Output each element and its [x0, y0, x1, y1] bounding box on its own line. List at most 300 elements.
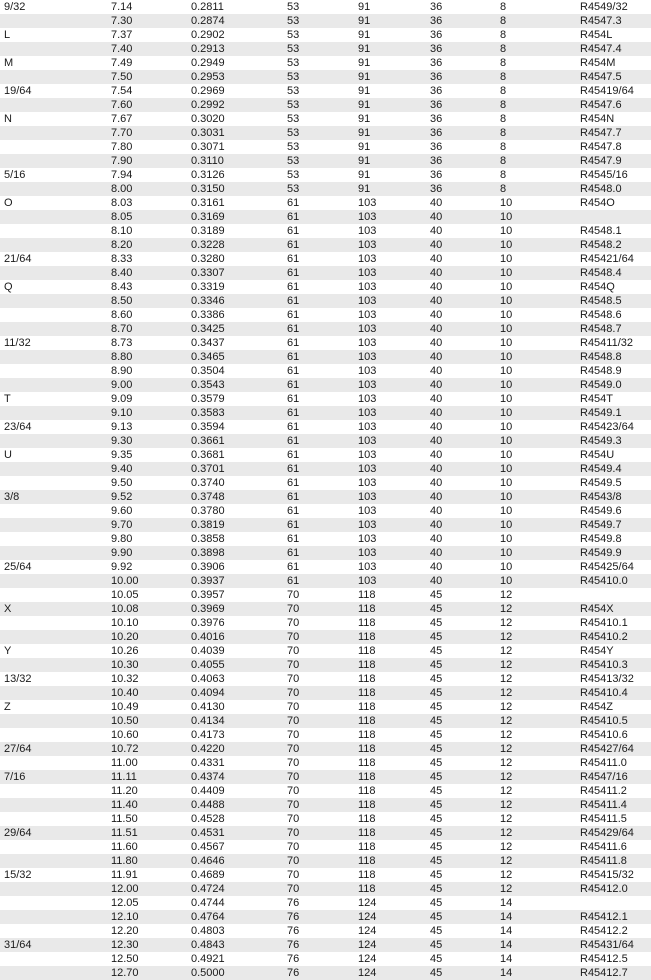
col5-cell: 103 — [354, 560, 426, 574]
col4-cell: 70 — [283, 812, 354, 826]
size-cell — [0, 14, 107, 28]
part-number-cell: R45411.2 — [576, 784, 651, 798]
part-number-cell: R45410.5 — [576, 714, 651, 728]
inch-cell: 0.3319 — [187, 280, 283, 294]
part-number-cell: R45411.6 — [576, 840, 651, 854]
col7-cell: 8 — [496, 84, 576, 98]
table-row — [0, 616, 651, 630]
table-row — [0, 644, 651, 658]
table-row — [0, 728, 651, 742]
part-number-cell: R4547.6 — [576, 98, 651, 112]
inch-cell: 0.3898 — [187, 546, 283, 560]
table-row — [0, 280, 651, 294]
size-cell — [0, 630, 107, 644]
col5-cell: 91 — [354, 154, 426, 168]
inch-cell: 0.3346 — [187, 294, 283, 308]
col5-cell: 91 — [354, 56, 426, 70]
col4-cell: 61 — [283, 546, 354, 560]
mm-cell: 7.40 — [107, 42, 187, 56]
col5-cell: 103 — [354, 280, 426, 294]
mm-cell: 11.50 — [107, 812, 187, 826]
col5-cell: 91 — [354, 182, 426, 196]
part-number-cell: R45431/64 — [576, 938, 651, 952]
col5-cell: 103 — [354, 252, 426, 266]
col7-cell: 10 — [496, 294, 576, 308]
mm-cell: 9.60 — [107, 504, 187, 518]
mm-cell: 8.90 — [107, 364, 187, 378]
table-row — [0, 378, 651, 392]
part-number-cell: R45412.7 — [576, 966, 651, 980]
col6-cell: 36 — [426, 98, 496, 112]
mm-cell: 12.05 — [107, 896, 187, 910]
col4-cell: 70 — [283, 658, 354, 672]
col6-cell: 45 — [426, 588, 496, 602]
col7-cell: 10 — [496, 224, 576, 238]
table-row — [0, 532, 651, 546]
inch-cell: 0.2969 — [187, 84, 283, 98]
col5-cell: 103 — [354, 518, 426, 532]
mm-cell: 10.10 — [107, 616, 187, 630]
col6-cell: 45 — [426, 644, 496, 658]
col5-cell: 103 — [354, 490, 426, 504]
inch-cell: 0.3906 — [187, 560, 283, 574]
col4-cell: 70 — [283, 700, 354, 714]
col6-cell: 45 — [426, 742, 496, 756]
col7-cell: 12 — [496, 658, 576, 672]
col4-cell: 61 — [283, 336, 354, 350]
part-number-cell: R45410.4 — [576, 686, 651, 700]
mm-cell: 8.50 — [107, 294, 187, 308]
col4-cell: 76 — [283, 938, 354, 952]
col7-cell: 10 — [496, 546, 576, 560]
col7-cell: 10 — [496, 392, 576, 406]
inch-cell: 0.4921 — [187, 952, 283, 966]
col4-cell: 76 — [283, 910, 354, 924]
mm-cell: 10.30 — [107, 658, 187, 672]
inch-cell: 0.4843 — [187, 938, 283, 952]
size-cell: O — [0, 196, 107, 210]
col6-cell: 40 — [426, 336, 496, 350]
mm-cell: 8.03 — [107, 196, 187, 210]
inch-cell: 0.4744 — [187, 896, 283, 910]
col5-cell: 91 — [354, 84, 426, 98]
col4-cell: 53 — [283, 84, 354, 98]
size-cell — [0, 546, 107, 560]
part-number-cell — [576, 896, 651, 910]
inch-cell: 0.2992 — [187, 98, 283, 112]
size-cell — [0, 686, 107, 700]
inch-cell: 0.4724 — [187, 882, 283, 896]
col7-cell: 10 — [496, 266, 576, 280]
table-row — [0, 350, 651, 364]
col4-cell: 70 — [283, 686, 354, 700]
inch-cell: 0.3126 — [187, 168, 283, 182]
col5-cell: 91 — [354, 112, 426, 126]
mm-cell: 7.37 — [107, 28, 187, 42]
col7-cell: 10 — [496, 476, 576, 490]
mm-cell: 12.10 — [107, 910, 187, 924]
col7-cell: 14 — [496, 910, 576, 924]
table-row — [0, 588, 651, 602]
table-row — [0, 392, 651, 406]
mm-cell: 8.00 — [107, 182, 187, 196]
col6-cell: 45 — [426, 840, 496, 854]
mm-cell: 10.72 — [107, 742, 187, 756]
col4-cell: 61 — [283, 560, 354, 574]
table-row — [0, 420, 651, 434]
col6-cell: 36 — [426, 14, 496, 28]
mm-cell: 7.90 — [107, 154, 187, 168]
mm-cell: 9.90 — [107, 546, 187, 560]
mm-cell: 7.49 — [107, 56, 187, 70]
col6-cell: 40 — [426, 532, 496, 546]
size-cell — [0, 364, 107, 378]
size-cell: 9/32 — [0, 0, 107, 14]
col4-cell: 53 — [283, 126, 354, 140]
part-number-cell: R45411.4 — [576, 798, 651, 812]
col6-cell: 45 — [426, 756, 496, 770]
col5-cell: 103 — [354, 532, 426, 546]
col6-cell: 40 — [426, 420, 496, 434]
col4-cell: 76 — [283, 952, 354, 966]
inch-cell: 0.4130 — [187, 700, 283, 714]
col4-cell: 76 — [283, 924, 354, 938]
mm-cell: 10.26 — [107, 644, 187, 658]
size-cell: N — [0, 112, 107, 126]
col6-cell: 40 — [426, 238, 496, 252]
col7-cell: 12 — [496, 812, 576, 826]
inch-cell: 0.3543 — [187, 378, 283, 392]
col5-cell: 124 — [354, 938, 426, 952]
col4-cell: 70 — [283, 882, 354, 896]
inch-cell: 0.3748 — [187, 490, 283, 504]
col6-cell: 36 — [426, 56, 496, 70]
part-number-cell: R45423/64 — [576, 420, 651, 434]
inch-cell: 0.4409 — [187, 784, 283, 798]
col6-cell: 36 — [426, 112, 496, 126]
col6-cell: 36 — [426, 154, 496, 168]
table-row — [0, 518, 651, 532]
table-row — [0, 798, 651, 812]
col7-cell: 10 — [496, 574, 576, 588]
size-cell — [0, 476, 107, 490]
col5-cell: 118 — [354, 826, 426, 840]
col6-cell: 40 — [426, 434, 496, 448]
part-number-cell: R454N — [576, 112, 651, 126]
part-number-cell: R45412.0 — [576, 882, 651, 896]
col7-cell: 10 — [496, 378, 576, 392]
col6-cell: 45 — [426, 868, 496, 882]
part-number-cell: R4548.6 — [576, 308, 651, 322]
inch-cell: 0.3031 — [187, 126, 283, 140]
col7-cell: 12 — [496, 602, 576, 616]
col7-cell: 8 — [496, 182, 576, 196]
col4-cell: 61 — [283, 434, 354, 448]
table-row — [0, 238, 651, 252]
col6-cell: 40 — [426, 378, 496, 392]
col4-cell: 70 — [283, 672, 354, 686]
part-number-cell: R4547.4 — [576, 42, 651, 56]
col5-cell: 124 — [354, 896, 426, 910]
mm-cell: 9.92 — [107, 560, 187, 574]
part-number-cell: R454Z — [576, 700, 651, 714]
mm-cell: 8.60 — [107, 308, 187, 322]
part-number-cell: R4549.1 — [576, 406, 651, 420]
col4-cell: 61 — [283, 476, 354, 490]
col6-cell: 45 — [426, 882, 496, 896]
inch-cell: 0.4646 — [187, 854, 283, 868]
col4-cell: 70 — [283, 588, 354, 602]
col5-cell: 103 — [354, 266, 426, 280]
col7-cell: 12 — [496, 630, 576, 644]
col4-cell: 61 — [283, 462, 354, 476]
col4-cell: 61 — [283, 532, 354, 546]
col6-cell: 45 — [426, 812, 496, 826]
table-row — [0, 196, 651, 210]
inch-cell: 0.4764 — [187, 910, 283, 924]
col5-cell: 124 — [354, 910, 426, 924]
col6-cell: 45 — [426, 784, 496, 798]
col5-cell: 103 — [354, 546, 426, 560]
col7-cell: 8 — [496, 70, 576, 84]
col5-cell: 103 — [354, 420, 426, 434]
inch-cell: 0.3957 — [187, 588, 283, 602]
part-number-cell: R4549.7 — [576, 518, 651, 532]
size-cell: 29/64 — [0, 826, 107, 840]
table-row — [0, 924, 651, 938]
part-number-cell: R45412.2 — [576, 924, 651, 938]
table-row — [0, 672, 651, 686]
inch-cell: 0.3280 — [187, 252, 283, 266]
table-row — [0, 630, 651, 644]
size-cell: 3/8 — [0, 490, 107, 504]
mm-cell: 7.14 — [107, 0, 187, 14]
col5-cell: 103 — [354, 406, 426, 420]
size-cell — [0, 518, 107, 532]
inch-cell: 0.4063 — [187, 672, 283, 686]
col7-cell: 12 — [496, 616, 576, 630]
mm-cell: 7.80 — [107, 140, 187, 154]
col5-cell: 103 — [354, 574, 426, 588]
col5-cell: 103 — [354, 392, 426, 406]
mm-cell: 11.80 — [107, 854, 187, 868]
col7-cell: 14 — [496, 966, 576, 980]
part-number-cell: R4549.0 — [576, 378, 651, 392]
part-number-cell: R45410.1 — [576, 616, 651, 630]
size-cell: L — [0, 28, 107, 42]
inch-cell: 0.3969 — [187, 602, 283, 616]
col4-cell: 70 — [283, 630, 354, 644]
col5-cell: 118 — [354, 742, 426, 756]
table-row — [0, 854, 651, 868]
col5-cell: 124 — [354, 952, 426, 966]
col5-cell: 118 — [354, 588, 426, 602]
col6-cell: 36 — [426, 168, 496, 182]
inch-cell: 0.4528 — [187, 812, 283, 826]
col7-cell: 12 — [496, 826, 576, 840]
table-row — [0, 966, 651, 980]
col5-cell: 103 — [354, 336, 426, 350]
col4-cell: 61 — [283, 448, 354, 462]
size-cell — [0, 588, 107, 602]
table-row — [0, 182, 651, 196]
part-number-cell: R454Q — [576, 280, 651, 294]
col4-cell: 61 — [283, 518, 354, 532]
mm-cell: 11.11 — [107, 770, 187, 784]
col4-cell: 61 — [283, 266, 354, 280]
size-cell: 19/64 — [0, 84, 107, 98]
col4-cell: 61 — [283, 238, 354, 252]
col4-cell: 70 — [283, 714, 354, 728]
col5-cell: 118 — [354, 770, 426, 784]
col5-cell: 118 — [354, 630, 426, 644]
table-row — [0, 308, 651, 322]
col7-cell: 8 — [496, 14, 576, 28]
col7-cell: 8 — [496, 168, 576, 182]
table-row — [0, 252, 651, 266]
table-row — [0, 658, 651, 672]
col4-cell: 53 — [283, 98, 354, 112]
col5-cell: 103 — [354, 196, 426, 210]
part-number-cell: R45410.0 — [576, 574, 651, 588]
table-row — [0, 700, 651, 714]
inch-cell: 0.4134 — [187, 714, 283, 728]
col4-cell: 70 — [283, 770, 354, 784]
size-cell: U — [0, 448, 107, 462]
col6-cell: 40 — [426, 322, 496, 336]
col4-cell: 53 — [283, 112, 354, 126]
mm-cell: 9.00 — [107, 378, 187, 392]
size-cell — [0, 224, 107, 238]
size-cell — [0, 574, 107, 588]
col5-cell: 103 — [354, 308, 426, 322]
part-number-cell: R45410.6 — [576, 728, 651, 742]
col4-cell: 70 — [283, 644, 354, 658]
mm-cell: 10.60 — [107, 728, 187, 742]
size-cell: T — [0, 392, 107, 406]
col4-cell: 70 — [283, 616, 354, 630]
size-cell — [0, 294, 107, 308]
size-cell — [0, 210, 107, 224]
table-row — [0, 84, 651, 98]
col6-cell: 40 — [426, 462, 496, 476]
col5-cell: 124 — [354, 966, 426, 980]
inch-cell: 0.3504 — [187, 364, 283, 378]
col7-cell: 8 — [496, 140, 576, 154]
col7-cell: 12 — [496, 672, 576, 686]
col4-cell: 53 — [283, 154, 354, 168]
col5-cell: 91 — [354, 126, 426, 140]
inch-cell: 0.3681 — [187, 448, 283, 462]
part-number-cell: R4548.9 — [576, 364, 651, 378]
part-number-cell: R4548.2 — [576, 238, 651, 252]
part-number-cell: R4547.9 — [576, 154, 651, 168]
table-row — [0, 224, 651, 238]
size-cell: Q — [0, 280, 107, 294]
table-row — [0, 14, 651, 28]
col4-cell: 53 — [283, 168, 354, 182]
col6-cell: 40 — [426, 294, 496, 308]
mm-cell: 8.80 — [107, 350, 187, 364]
part-number-cell: R4547.8 — [576, 140, 651, 154]
table-row — [0, 140, 651, 154]
mm-cell: 10.08 — [107, 602, 187, 616]
size-cell — [0, 238, 107, 252]
col4-cell: 61 — [283, 308, 354, 322]
table-row — [0, 602, 651, 616]
col7-cell: 8 — [496, 154, 576, 168]
col6-cell: 45 — [426, 966, 496, 980]
mm-cell: 7.60 — [107, 98, 187, 112]
col5-cell: 103 — [354, 210, 426, 224]
col4-cell: 61 — [283, 378, 354, 392]
col7-cell: 14 — [496, 938, 576, 952]
col5-cell: 118 — [354, 784, 426, 798]
inch-cell: 0.3307 — [187, 266, 283, 280]
inch-cell: 0.3228 — [187, 238, 283, 252]
part-number-cell: R454T — [576, 392, 651, 406]
mm-cell: 8.43 — [107, 280, 187, 294]
size-cell: 21/64 — [0, 252, 107, 266]
table-row — [0, 112, 651, 126]
col7-cell: 10 — [496, 336, 576, 350]
col7-cell: 12 — [496, 742, 576, 756]
part-number-cell: R4547/16 — [576, 770, 651, 784]
col7-cell: 10 — [496, 462, 576, 476]
col6-cell: 40 — [426, 196, 496, 210]
part-number-cell: R454U — [576, 448, 651, 462]
col6-cell: 45 — [426, 770, 496, 784]
col7-cell: 10 — [496, 210, 576, 224]
col6-cell: 36 — [426, 70, 496, 84]
inch-cell: 0.3189 — [187, 224, 283, 238]
col5-cell: 91 — [354, 140, 426, 154]
size-cell — [0, 266, 107, 280]
col6-cell: 40 — [426, 504, 496, 518]
col4-cell: 53 — [283, 182, 354, 196]
size-cell — [0, 854, 107, 868]
col7-cell: 12 — [496, 840, 576, 854]
table-row — [0, 42, 651, 56]
col5-cell: 118 — [354, 854, 426, 868]
inch-cell: 0.4331 — [187, 756, 283, 770]
inch-cell: 0.4173 — [187, 728, 283, 742]
table-row — [0, 826, 651, 840]
inch-cell: 0.3740 — [187, 476, 283, 490]
size-cell — [0, 140, 107, 154]
col4-cell: 61 — [283, 350, 354, 364]
col5-cell: 91 — [354, 42, 426, 56]
inch-cell: 0.3386 — [187, 308, 283, 322]
col4-cell: 61 — [283, 406, 354, 420]
size-cell — [0, 126, 107, 140]
col4-cell: 53 — [283, 28, 354, 42]
col7-cell: 10 — [496, 252, 576, 266]
size-cell — [0, 714, 107, 728]
size-cell: Y — [0, 644, 107, 658]
col6-cell: 45 — [426, 602, 496, 616]
col5-cell: 91 — [354, 14, 426, 28]
part-number-cell: R4549.4 — [576, 462, 651, 476]
col6-cell: 40 — [426, 406, 496, 420]
col7-cell: 8 — [496, 42, 576, 56]
col4-cell: 70 — [283, 798, 354, 812]
mm-cell: 8.40 — [107, 266, 187, 280]
col7-cell: 14 — [496, 952, 576, 966]
table-row — [0, 434, 651, 448]
col5-cell: 103 — [354, 434, 426, 448]
inch-cell: 0.3594 — [187, 420, 283, 434]
